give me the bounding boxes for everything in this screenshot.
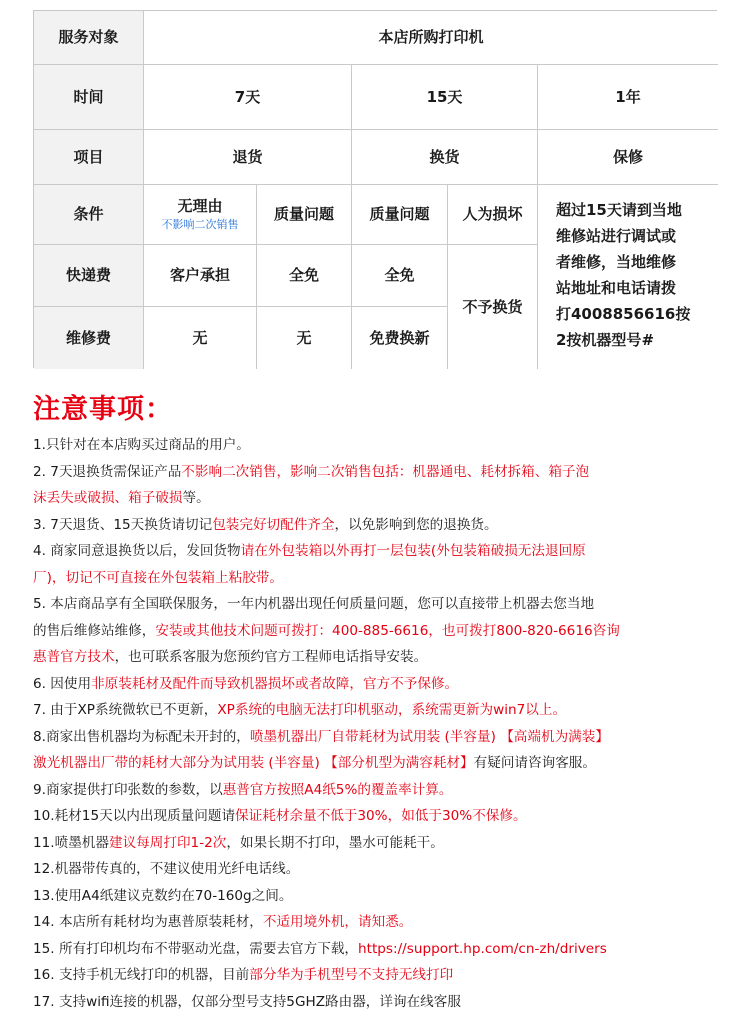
notice-item [33, 432, 733, 459]
notice-text: 5. 本店商品享有全国联保服务，一年内机器出现任何质量问题，您可以直接带上机器去您当地 [33, 596, 595, 612]
notice-item [33, 909, 733, 936]
notice-text: 11.喷墨机器 [33, 834, 109, 851]
notice-text: 2. 7天退换货需保证产品 [33, 463, 182, 480]
notice-text: 12.机器带传真的，不建议使用光纤电话线。 [33, 861, 300, 877]
shipping-free-return-cell: 全免 [257, 245, 352, 307]
condition-no-reason-cell [144, 185, 257, 245]
item-warranty-cell: 保修 [538, 130, 718, 185]
notice-heading: 注意事项： [33, 394, 173, 425]
after-sales-policy-table [33, 10, 717, 368]
notice-text: 17. 支持wifi连接的机器，仅部分型号支持5GHZ路由器，详询在线客服 [33, 993, 461, 1010]
shipping-customer-cell: 客户承担 [144, 245, 257, 307]
service-value-cell: 本店所购打印机 [144, 11, 718, 65]
condition-quality-exchange-cell: 质量问题 [352, 185, 448, 245]
notice-text: 6. 因使用 [33, 675, 92, 692]
warranty-note-line: 者维修，当地维修 [556, 253, 677, 271]
notice-highlight-text: 保证耗材余量不低于30%，如低于30%不保修。 [235, 808, 527, 824]
notice-item [33, 724, 733, 751]
notice-text: 1.只针对在本店购买过商品的用户。 [33, 437, 250, 453]
notice-highlight-text: XP系统的电脑无法打印机驱动，系统需更新为win7以上。 [217, 702, 567, 718]
shipping-free-exchange-cell: 全免 [352, 245, 448, 307]
notice-item [33, 989, 733, 1016]
notice-item [33, 565, 733, 592]
notice-text: ，也可联系客服为您预约官方工程师电话指导安装。 [114, 649, 428, 665]
notice-item [33, 803, 733, 830]
notice-text: 3. 7天退货、15天换货请切记 [33, 516, 213, 533]
notice-text: 9.商家提供打印张数的参数，以 [33, 781, 223, 798]
warranty-note-line: 超过15天请到当地 [556, 201, 682, 219]
notice-highlight-text: 部分华为手机型号不支持无线打印 [249, 967, 454, 983]
notice-highlight-text: 喷墨机器出厂自带耗材为试用装 (半容量) 【高端机为满装】 [249, 728, 609, 745]
notice-item [33, 750, 733, 777]
warranty-note-line: 2按机器型号# [556, 331, 655, 349]
notice-item [33, 538, 733, 565]
notice-highlight-text: 厂)，切记不可直接在外包装箱上粘胶带。 [33, 569, 283, 586]
notice-text: 14. 本店所有耗材均为惠普原装耗材， [33, 914, 263, 930]
notice-item [33, 856, 733, 883]
warranty-note-line: 站地址和电话请拨 [556, 279, 677, 297]
repair-free-exchange-cell: 免费换新 [352, 307, 448, 369]
item-return-cell: 退货 [144, 130, 352, 185]
notice-text: ，以免影响到您的退换货。 [334, 516, 498, 533]
notice-text: 有疑问请咨询客服。 [473, 755, 596, 771]
repair-none-return-cell: 无 [144, 307, 257, 369]
condition-no-reason-text: 无理由 [177, 197, 223, 216]
notice-item [33, 459, 733, 486]
notice-item [33, 618, 733, 645]
no-exchange-cell: 不予换货 [448, 245, 538, 369]
warranty-note-line: 打4008856616按 [556, 305, 691, 323]
notice-text: 13.使用A4纸建议克数约在70-160g之间。 [33, 887, 293, 904]
notice-item [33, 936, 733, 963]
notice-text: 4. 商家同意退换货以后，发回货物 [33, 543, 241, 559]
notice-text: 10.耗材15天以内出现质量问题请 [33, 808, 236, 824]
service-label-cell: 服务对象 [34, 11, 144, 65]
repair-none-quality-cell: 无 [257, 307, 352, 369]
notice-text: 8.商家出售机器均为标配未开封的， [33, 728, 250, 745]
notice-text: 等。 [182, 490, 210, 506]
notice-text: 15. 所有打印机均布不带驱动光盘，需要去官方下载， [33, 940, 359, 957]
notice-item [33, 671, 733, 698]
time-15-days-cell: 15天 [352, 65, 538, 130]
repair-label-cell: 维修费 [34, 307, 144, 369]
notice-item [33, 697, 733, 724]
notice-item [33, 591, 733, 618]
notice-highlight-text: https://support.hp.com/cn-zh/drivers [358, 940, 607, 957]
no-resale-impact-note: 不影响二次销售 [161, 218, 239, 231]
notice-highlight-text: 非原装耗材及配件而导致机器损坏或者故障，官方不予保修。 [91, 675, 459, 692]
notice-highlight-text: 请在外包装箱以外再打一层包装(外包装箱破损无法退回原 [240, 543, 586, 559]
notice-highlight-text: 不影响二次销售，影响二次销售包括：机器通电、耗材拆箱、箱子泡 [181, 463, 590, 480]
notice-item [33, 962, 733, 989]
shipping-label-cell: 快递费 [34, 245, 144, 307]
time-1-year-cell: 1年 [538, 65, 718, 130]
warranty-note-cell [538, 185, 718, 369]
condition-human-damage-cell: 人为损坏 [448, 185, 538, 245]
notice-item [33, 644, 733, 671]
time-label-cell: 时间 [34, 65, 144, 130]
notice-item [33, 777, 733, 804]
condition-quality-return-cell: 质量问题 [257, 185, 352, 245]
notice-text: 16. 支持手机无线打印的机器，目前 [33, 967, 250, 983]
notice-highlight-text: 不适用境外机，请知悉。 [262, 914, 413, 930]
notice-highlight-text: 建议每周打印1-2次 [109, 834, 227, 851]
notice-highlight-text: 包装完好切配件齐全 [212, 516, 335, 533]
notice-highlight-text: 惠普官方技术 [33, 649, 115, 665]
notice-item [33, 883, 733, 910]
notice-highlight-text: 沫丢失或破损、箱子破损 [33, 490, 183, 506]
notice-highlight-text: 惠普官方按照A4纸5%的覆盖率计算。 [222, 781, 453, 798]
item-exchange-cell: 换货 [352, 130, 538, 185]
item-label-cell: 项目 [34, 130, 144, 185]
notice-item [33, 512, 733, 539]
notice-text: 7. 由于XP系统微软已不更新， [33, 702, 218, 718]
notice-text: ，如果长期不打印，墨水可能耗干。 [226, 834, 444, 851]
notice-highlight-text: 激光机器出厂带的耗材大部分为试用装 (半容量) 【部分机型为满容耗材】 [33, 755, 474, 771]
notice-item [33, 830, 733, 857]
notice-item [33, 485, 733, 512]
condition-label-cell: 条件 [34, 185, 144, 245]
notice-list [33, 432, 733, 1015]
notice-highlight-text: 安装或其他技术问题可拨打：400-885-6616，也可拨打800-820-6616咨询 [155, 622, 620, 639]
notice-text: 的售后维修站维修， [33, 622, 156, 639]
warranty-note-line: 维修站进行调试或 [556, 227, 677, 245]
time-7-days-cell: 7天 [144, 65, 352, 130]
